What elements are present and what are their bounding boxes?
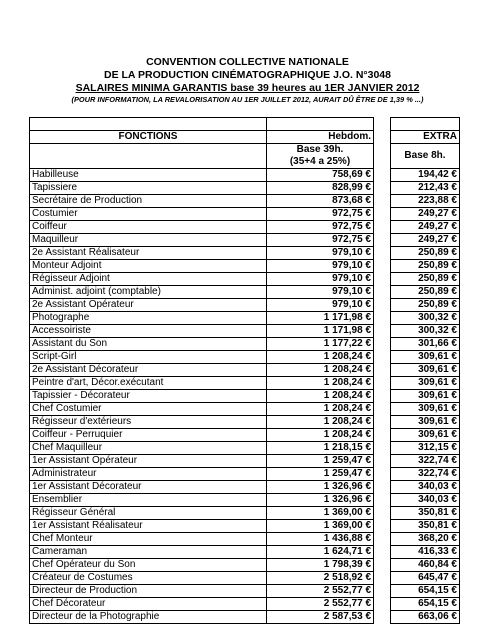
fonction-cell: Coiffeur - Perruquier (30, 429, 267, 442)
extra-cell: 309,61 € (391, 351, 460, 364)
extra-cell: 309,61 € (391, 364, 460, 377)
table-row (30, 572, 460, 585)
extra-cell: 416,33 € (391, 546, 460, 559)
fonction-cell: Régisseur Général (30, 507, 267, 520)
header-hebdo: Hebdom. (267, 131, 374, 144)
table-row (30, 390, 460, 403)
extra-cell: 249,27 € (391, 234, 460, 247)
hebdo-cell: 1 326,96 € (267, 494, 374, 507)
extra-cell: 249,27 € (391, 208, 460, 221)
hebdo-cell: 1 208,24 € (267, 403, 374, 416)
extra-cell: 309,61 € (391, 429, 460, 442)
extra-cell: 460,84 € (391, 559, 460, 572)
subtitle-salaires: SALAIRES MINIMA GARANTIS base 39 heures au 1ER JANVIER 2012 (75, 82, 420, 94)
extra-cell: 340,03 € (391, 494, 460, 507)
hebdo-cell: 1 208,24 € (267, 351, 374, 364)
extra-cell: 663,06 € (391, 611, 460, 624)
information-note: (POUR INFORMATION, LA REVALORISATION AU 1ER JUILLET 2012, AURAIT DÛ ÊTRE DE 1,39 % ...) (71, 95, 424, 104)
table-row (30, 338, 460, 351)
hebdo-base-line1: Base 39h. (296, 144, 344, 155)
title-convention: CONVENTION COLLECTIVE NATIONALE (146, 56, 349, 68)
extra-cell: 309,61 € (391, 403, 460, 416)
table-row (30, 195, 460, 208)
table-row (30, 247, 460, 260)
table-row (30, 221, 460, 234)
fonction-cell: 1er Assistant Opérateur (30, 455, 267, 468)
fonction-cell: 1er Assistant Réalisateur (30, 520, 267, 533)
fonction-cell: Chef Maquilleur (30, 442, 267, 455)
table-row (30, 325, 460, 338)
hebdo-cell: 1 208,24 € (267, 416, 374, 429)
table-row (30, 377, 460, 390)
extra-cell: 322,74 € (391, 455, 460, 468)
title-production: DE LA PRODUCTION CINÉMATOGRAPHIQUE J.O. N°3048 (104, 69, 391, 81)
table-row (30, 481, 460, 494)
table-row (30, 286, 460, 299)
extra-cell: 212,43 € (391, 182, 460, 195)
hebdo-cell: 1 171,98 € (267, 312, 374, 325)
table-row (30, 273, 460, 286)
fonction-cell: Peintre d'art, Décor.exécutant (30, 377, 267, 390)
fonction-cell: Ensemblier (30, 494, 267, 507)
table-row (30, 169, 460, 182)
extra-cell: 645,47 € (391, 572, 460, 585)
extra-cell: 322,74 € (391, 468, 460, 481)
hebdo-cell: 2 518,92 € (267, 572, 374, 585)
table-row (30, 429, 460, 442)
header-row (30, 131, 460, 144)
table-row (30, 507, 460, 520)
fonction-cell: Script-Girl (30, 351, 267, 364)
hebdo-cell: 1 259,47 € (267, 455, 374, 468)
extra-cell: 250,89 € (391, 286, 460, 299)
extra-cell: 300,32 € (391, 325, 460, 338)
hebdo-cell: 2 552,77 € (267, 598, 374, 611)
fonction-cell: 2e Assistant Décorateur (30, 364, 267, 377)
fonction-cell: Habilleuse (30, 169, 267, 182)
fonction-cell: Secrétaire de Production (30, 195, 267, 208)
extra-base-cell: Base 8h. (391, 144, 460, 169)
fonction-cell: Directeur de Production (30, 585, 267, 598)
extra-cell: 301,66 € (391, 338, 460, 351)
hebdo-cell: 1 208,24 € (267, 429, 374, 442)
table-row (30, 585, 460, 598)
table-row (30, 403, 460, 416)
fonction-cell: Créateur de Costumes (30, 572, 267, 585)
hebdo-cell: 1 208,24 € (267, 364, 374, 377)
table-top-spacer (30, 118, 460, 131)
extra-cell: 654,15 € (391, 598, 460, 611)
hebdo-cell: 2 552,77 € (267, 585, 374, 598)
extra-cell: 309,61 € (391, 390, 460, 403)
extra-cell: 368,20 € (391, 533, 460, 546)
hebdo-cell: 1 624,71 € (267, 546, 374, 559)
header-fonctions: FONCTIONS (30, 131, 267, 144)
fonction-cell: Administrateur (30, 468, 267, 481)
extra-cell: 250,89 € (391, 247, 460, 260)
extra-cell: 340,03 € (391, 481, 460, 494)
extra-cell: 654,15 € (391, 585, 460, 598)
fonction-cell: 2e Assistant Opérateur (30, 299, 267, 312)
extra-cell: 300,32 € (391, 312, 460, 325)
extra-cell: 350,81 € (391, 507, 460, 520)
hebdo-cell: 1 177,22 € (267, 338, 374, 351)
hebdo-cell: 873,68 € (267, 195, 374, 208)
hebdo-cell: 1 259,47 € (267, 468, 374, 481)
hebdo-cell: 2 587,53 € (267, 611, 374, 624)
fonction-cell: Directeur de la Photographie (30, 611, 267, 624)
header-extra: EXTRA (391, 131, 460, 144)
hebdo-base-line2: (35+4 a 25%) (289, 156, 351, 167)
base-empty-cell (30, 144, 267, 169)
hebdo-cell: 1 326,96 € (267, 481, 374, 494)
fonction-cell: 2e Assistant Réalisateur (30, 247, 267, 260)
hebdo-cell: 1 208,24 € (267, 377, 374, 390)
fonction-cell: Régisseur Adjoint (30, 273, 267, 286)
fonction-cell: Assistant du Son (30, 338, 267, 351)
hebdo-cell: 979,10 € (267, 299, 374, 312)
fonction-cell: Cameraman (30, 546, 267, 559)
hebdo-cell: 972,75 € (267, 208, 374, 221)
fonction-cell: Monteur Adjoint (30, 260, 267, 273)
fonction-cell: Chef Opérateur du Son (30, 559, 267, 572)
hebdo-cell: 979,10 € (267, 260, 374, 273)
extra-cell: 250,89 € (391, 273, 460, 286)
extra-cell: 309,61 € (391, 416, 460, 429)
table-row (30, 234, 460, 247)
fonction-cell: Chef Costumier (30, 403, 267, 416)
table-row (30, 260, 460, 273)
hebdo-cell: 1 369,00 € (267, 520, 374, 533)
extra-cell: 309,61 € (391, 377, 460, 390)
table-row (30, 598, 460, 611)
fonction-cell: 1er Assistant Décorateur (30, 481, 267, 494)
table-row (30, 533, 460, 546)
table-row (30, 182, 460, 195)
hebdo-cell: 979,10 € (267, 273, 374, 286)
table-row (30, 546, 460, 559)
table-row (30, 611, 460, 624)
table-row (30, 364, 460, 377)
fonction-cell: Chef Décorateur (30, 598, 267, 611)
fonction-cell: Coiffeur (30, 221, 267, 234)
table-row (30, 442, 460, 455)
hebdo-cell: 1 798,39 € (267, 559, 374, 572)
hebdo-cell: 972,75 € (267, 234, 374, 247)
fonction-cell: Administ. adjoint (comptable) (30, 286, 267, 299)
fonction-cell: Tapissier - Décorateur (30, 390, 267, 403)
table-row (30, 494, 460, 507)
table-row (30, 312, 460, 325)
fonction-cell: Tapissiere (30, 182, 267, 195)
table-row (30, 299, 460, 312)
extra-cell: 250,89 € (391, 260, 460, 273)
extra-cell: 350,81 € (391, 520, 460, 533)
extra-cell: 312,15 € (391, 442, 460, 455)
table-row (30, 208, 460, 221)
extra-cell: 194,42 € (391, 169, 460, 182)
extra-cell: 223,88 € (391, 195, 460, 208)
table-row (30, 559, 460, 572)
table-row (30, 351, 460, 364)
hebdo-cell: 1 208,24 € (267, 390, 374, 403)
table-row (30, 468, 460, 481)
table-row (30, 455, 460, 468)
hebdo-cell: 972,75 € (267, 221, 374, 234)
hebdo-cell: 758,69 € (267, 169, 374, 182)
table-row (30, 520, 460, 533)
fonction-cell: Costumier (30, 208, 267, 221)
table-row (30, 416, 460, 429)
hebdo-cell: 1 218,15 € (267, 442, 374, 455)
hebdo-cell: 828,99 € (267, 182, 374, 195)
salary-table (29, 117, 460, 624)
fonction-cell: Photographe (30, 312, 267, 325)
hebdo-base-cell (267, 144, 374, 169)
hebdo-cell: 1 171,98 € (267, 325, 374, 338)
fonction-cell: Régisseur d'extérieurs (30, 416, 267, 429)
hebdo-cell: 979,10 € (267, 286, 374, 299)
fonction-cell: Accessoiriste (30, 325, 267, 338)
fonction-cell: Maquilleur (30, 234, 267, 247)
hebdo-cell: 979,10 € (267, 247, 374, 260)
hebdo-cell: 1 369,00 € (267, 507, 374, 520)
base-row (30, 144, 460, 169)
document-header (0, 56, 495, 105)
fonction-cell: Chef Monteur (30, 533, 267, 546)
extra-cell: 249,27 € (391, 221, 460, 234)
extra-cell: 250,89 € (391, 299, 460, 312)
hebdo-cell: 1 436,88 € (267, 533, 374, 546)
